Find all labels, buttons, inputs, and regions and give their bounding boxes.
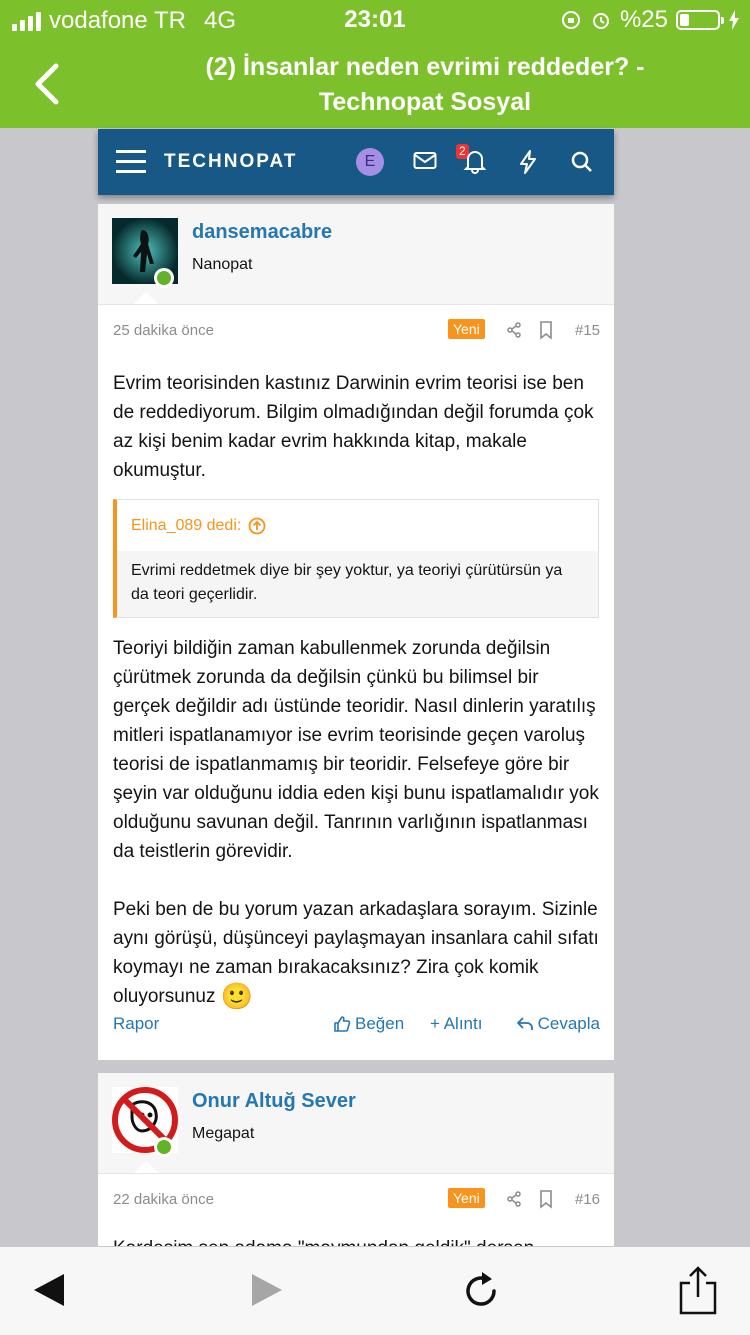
- bell-icon[interactable]: [464, 149, 486, 173]
- username-link[interactable]: Onur Altuğ Sever: [192, 1090, 356, 1112]
- reply-icon: [516, 1016, 534, 1032]
- page-title: (2) İnsanlar neden evrimi reddeder? - Technopat Sosyal: [205, 53, 645, 116]
- post-card: [98, 204, 614, 1060]
- quote-button[interactable]: + Alıntı: [430, 1014, 483, 1033]
- reply-button[interactable]: Cevapla: [516, 1014, 600, 1034]
- battery-icon: [676, 10, 720, 30]
- message-pointer: [134, 1161, 158, 1173]
- post-paragraph: Peki ben de bu yorum yazan arkadaşlara sorayım. Sizinle aynı görüşü, düşünceyi paylaşmayan insanlara cahil sıfatı koymayı ne zaman bırakacaksınız? Zira çok komik oluyorsunuz 🙂: [113, 899, 599, 1011]
- post-meta: [98, 305, 614, 357]
- browser-toolbar: [0, 1246, 750, 1335]
- post-meta: [98, 1174, 614, 1226]
- share-upload-icon[interactable]: [678, 1265, 718, 1315]
- lightning-icon[interactable]: [518, 149, 538, 175]
- online-status-icon: [154, 268, 174, 288]
- like-button[interactable]: Beğen: [333, 1014, 404, 1034]
- bookmark-icon[interactable]: [539, 1190, 553, 1208]
- forward-arrow-icon[interactable]: [250, 1273, 284, 1307]
- browser-nav-bar: [0, 40, 750, 128]
- quote-header[interactable]: Elina_089 dedi:: [117, 500, 598, 551]
- post-card: [98, 1073, 614, 1246]
- arrow-up-circle-icon[interactable]: [248, 517, 266, 535]
- status-bar: [0, 0, 750, 40]
- new-badge: Yeni: [448, 1188, 485, 1208]
- quote-block: [113, 499, 599, 618]
- online-status-icon: [154, 1137, 174, 1157]
- message-pointer: [134, 292, 158, 304]
- post-user-bar: [98, 204, 614, 305]
- share-icon[interactable]: [506, 322, 522, 338]
- report-link[interactable]: Rapor: [113, 1014, 160, 1033]
- alarm-icon: [590, 9, 612, 31]
- quote-text: Evrimi reddetmek diye bir şey yoktur, ya teoriyi çürütürsün ya da teori geçerlidir.: [117, 551, 598, 617]
- site-header: [98, 129, 614, 195]
- orientation-lock-icon: [560, 9, 582, 31]
- share-icon[interactable]: [506, 1191, 522, 1207]
- back-arrow-icon[interactable]: [32, 1273, 66, 1307]
- post-paragraph: Teoriyi bildiğin zaman kabullenmek zorunda değilsin çürütmek zorunda da değilsin çünkü bu bilimsel bir gerçek değildir adı üstünde teoridir. Nasıl dinlerin yaratılış mitleri ispatlanamıyor ise evrim teorisinde geçen varoluş teorisi de ispatlanmamış bir teoridir. Felsefeye göre bir şeyin var olduğunu iddia eden kişi bunu ispatlamalıdır yok olduğunu savunan değil. Tanrının varlığının ispatlanması da teistlerin görevidir.: [113, 638, 599, 862]
- notification-badge: 2: [456, 144, 469, 159]
- mail-icon[interactable]: [413, 151, 437, 171]
- post-time[interactable]: 22 dakika önce: [113, 1191, 214, 1208]
- post-user-bar: [98, 1073, 614, 1174]
- clock: 23:01: [344, 6, 406, 33]
- network-label: 4G: [203, 7, 236, 34]
- post-paragraph: Evrim teorisinden kastınız Darwinin evrim teorisi ise ben de reddediyorum. Bilgim olmadığından değil forumda çok az kişi benim kadar evrim hakkında kitap, makale okumuştur.: [113, 373, 594, 481]
- battery-percent: %25: [619, 6, 668, 33]
- smile-emoji-icon: 🙂: [220, 981, 254, 1011]
- user-avatar[interactable]: E: [356, 148, 384, 176]
- back-chevron-icon[interactable]: [28, 60, 68, 108]
- reload-icon[interactable]: [462, 1269, 502, 1311]
- user-rank: Nanopat: [192, 256, 253, 273]
- user-rank: Megapat: [192, 1125, 255, 1142]
- post-number[interactable]: #15: [574, 322, 600, 339]
- charging-icon: [728, 9, 740, 31]
- post-body: [98, 357, 614, 1011]
- post-number[interactable]: #16: [574, 1191, 600, 1208]
- search-icon[interactable]: [570, 150, 594, 174]
- post-actions: [98, 994, 614, 1054]
- carrier-label: vodafone TR: [49, 7, 186, 34]
- post-time[interactable]: 25 dakika önce: [113, 322, 214, 339]
- new-badge: Yeni: [448, 319, 485, 339]
- hamburger-menu-icon[interactable]: [116, 148, 146, 176]
- bookmark-icon[interactable]: [539, 321, 553, 339]
- username-link[interactable]: dansemacabre: [192, 221, 333, 243]
- thumbs-up-icon: [333, 1015, 351, 1033]
- site-logo[interactable]: TECHNOPAT: [164, 151, 298, 172]
